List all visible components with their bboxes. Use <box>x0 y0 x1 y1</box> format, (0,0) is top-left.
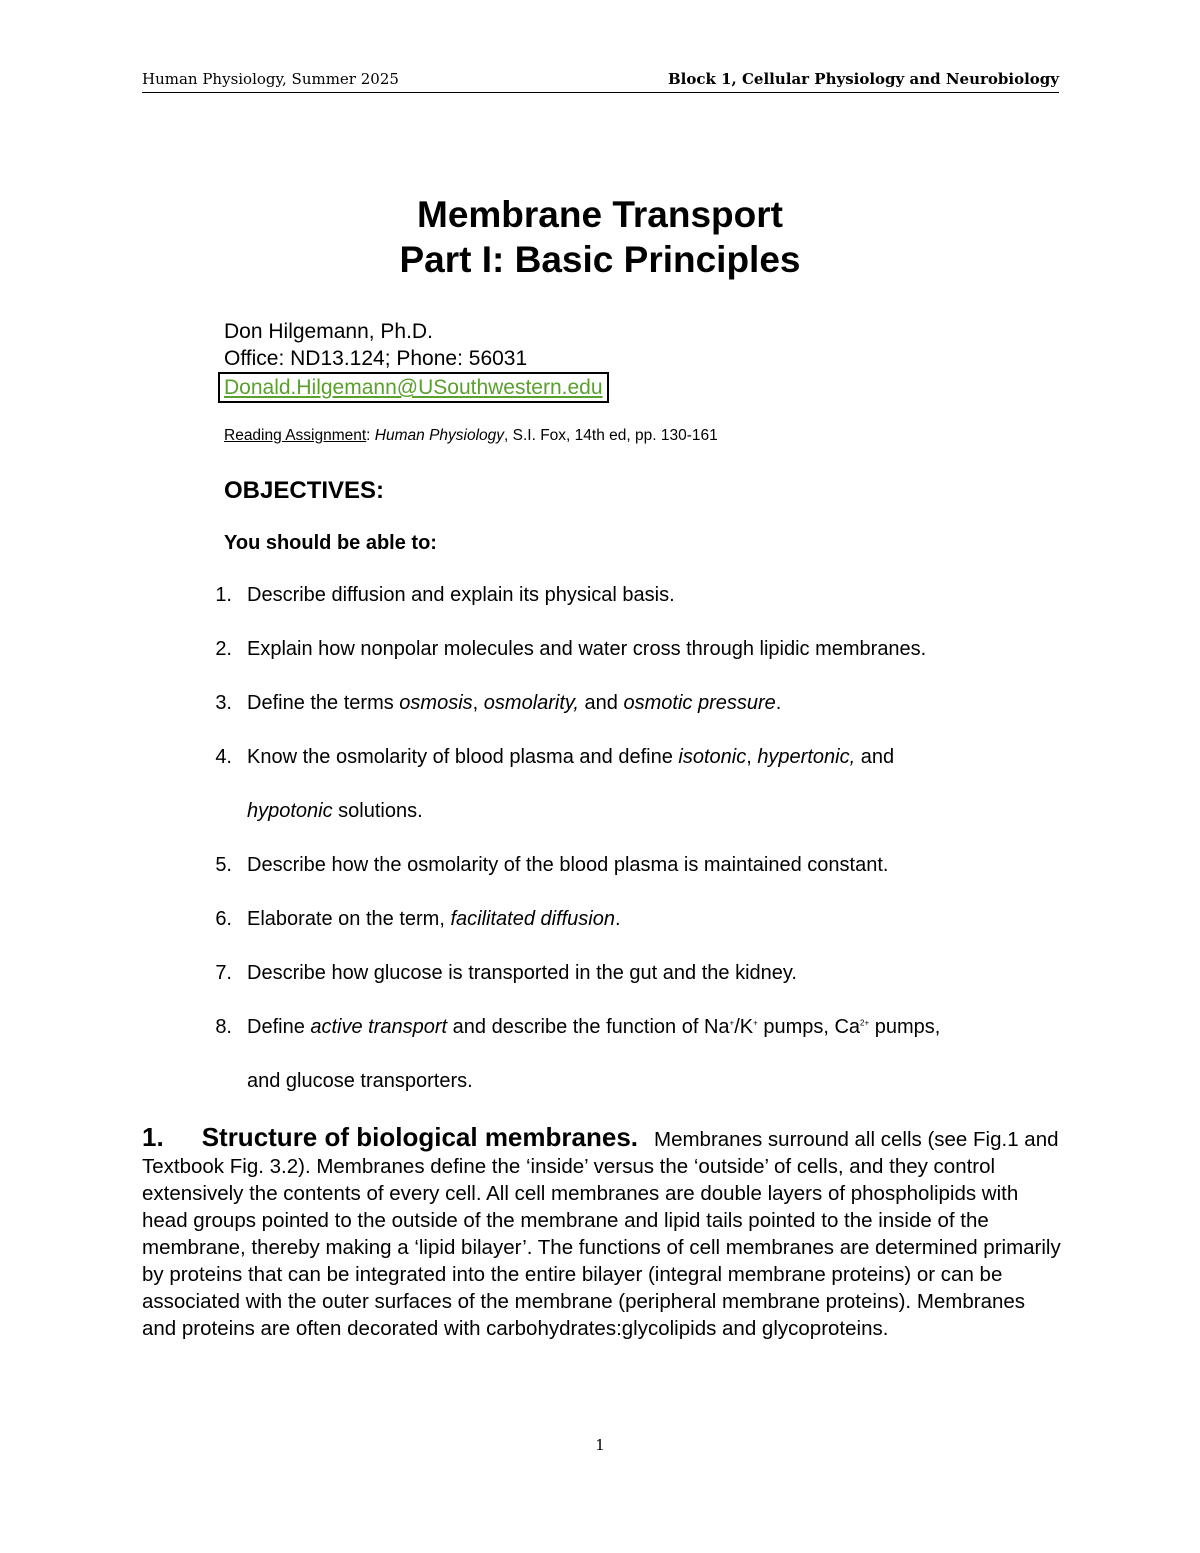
objective-text: Describe how the osmolarity of the blood plasma is maintained constant. <box>247 854 889 876</box>
header-course: Human Physiology, Summer 2025 <box>142 70 399 88</box>
reading-assignment <box>224 427 718 445</box>
objective-number: 1. <box>215 584 232 606</box>
author-block <box>224 318 609 403</box>
objective-text: Describe diffusion and explain its physical basis. <box>247 584 675 606</box>
document-title <box>0 192 1200 282</box>
objective-text: Elaborate on the term, facilitated diffusion. <box>247 908 621 930</box>
able-heading: You should be able to: <box>224 532 437 554</box>
section-title: Structure of biological membranes. <box>201 1122 638 1152</box>
reading-book: Human Physiology <box>374 427 505 444</box>
objective-text: Know the osmolarity of blood plasma and define isotonic, hypertonic, and <box>247 746 895 768</box>
author-name: Don Hilgemann, Ph.D. <box>224 320 433 343</box>
reading-label: Reading Assignment <box>224 427 367 444</box>
objective-number: 5. <box>215 854 232 876</box>
email-link[interactable]: Donald.Hilgemann@USouthwestern.edu <box>218 372 609 403</box>
author-office: Office: ND13.124; Phone: 56031 <box>224 347 528 370</box>
objective-number: 6. <box>215 908 232 930</box>
reading-colon: : <box>366 427 375 444</box>
objective-number: 2. <box>215 638 232 660</box>
objective-number: 3. <box>215 692 232 714</box>
objective-text: and glucose transporters. <box>247 1070 473 1092</box>
section-1 <box>142 1124 1062 1342</box>
objective-text: Describe how glucose is transported in the gut and the kidney. <box>247 962 797 984</box>
objective-text: hypotonic solutions. <box>247 800 423 822</box>
title-line-1: Membrane Transport <box>417 194 783 235</box>
header-block: Block 1, Cellular Physiology and Neurobiology <box>667 70 1059 88</box>
section-body: Membranes surround all cells (see Fig.1 and Textbook Fig. 3.2). Membranes define the ‘inside’ versus the ‘outside’ of cells, and they control extensively the contents of every cell. All cell membranes are double layers of phospholipids with head groups pointed to the outside of the membrane and lipid tails pointed to the inside of the membrane, thereby making a ‘lipid bilayer’. The functions of cell membranes are determined primarily by proteins that can be integrated into the entire bilayer (integral membrane proteins) or can be associated with the outer surfaces of the membrane (peripheral membrane proteins). Membranes and proteins are often decorated with carbohydrates:glycolipids and glycoproteins. <box>142 1128 1061 1340</box>
section-number: 1. <box>142 1122 164 1152</box>
title-line-2: Part I: Basic Principles <box>399 239 801 280</box>
objective-number: 7. <box>215 962 232 984</box>
objective-number: 4. <box>215 746 232 768</box>
objective-text: Define the terms osmosis, osmolarity, and osmotic pressure. <box>247 692 782 714</box>
objective-text: Define active transport and describe the function of Na+/K+ pumps, $Ca^{2+}$ pumps, <box>247 1016 941 1038</box>
reading-details: , S.I. Fox, 14th ed, pp. 130-161 <box>504 427 718 444</box>
objective-number: 8. <box>215 1016 232 1038</box>
running-header <box>142 70 1059 93</box>
objective-text: Explain how nonpolar molecules and water cross through lipidic membranes. <box>247 638 927 660</box>
objectives-heading: OBJECTIVES: <box>224 477 385 504</box>
page-number: 1 <box>595 1436 605 1454</box>
